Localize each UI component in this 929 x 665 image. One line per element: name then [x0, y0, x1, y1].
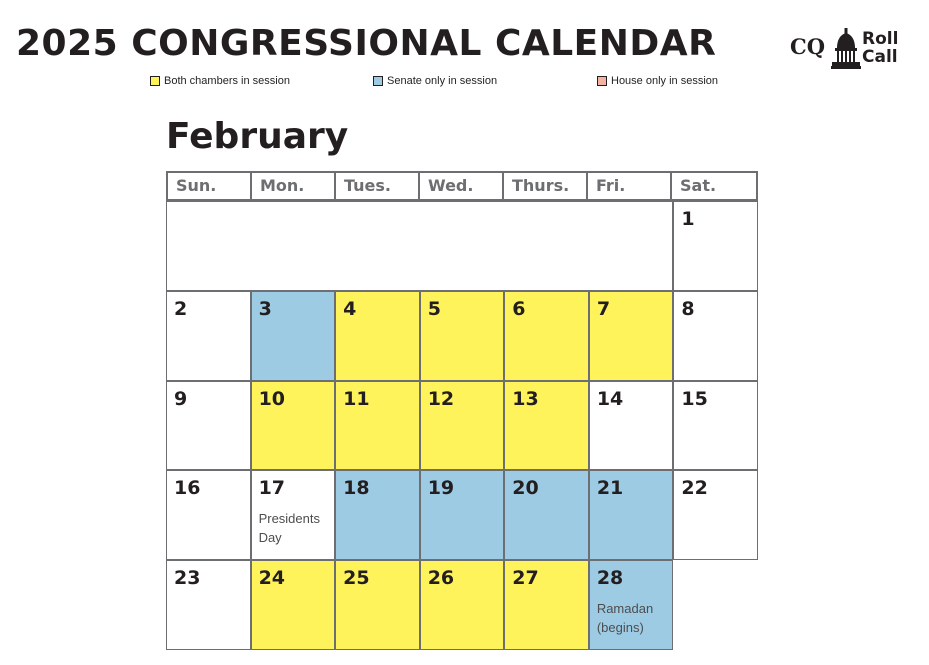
day-note: Ramadan (begins) — [596, 601, 654, 636]
day-number: 22 — [681, 477, 708, 500]
weekday-mon: Mon. — [252, 173, 336, 199]
day-cell-18 — [335, 470, 420, 560]
day-number: 20 — [512, 477, 539, 500]
day-number: 24 — [258, 567, 286, 590]
day-number: 11 — [343, 387, 370, 410]
day-cell-24 — [251, 560, 336, 650]
day-number: 18 — [343, 477, 370, 500]
weekday-tue: Tues. — [336, 173, 420, 199]
day-number: 10 — [258, 387, 286, 410]
day-cell-26 — [420, 560, 505, 650]
day-number: 4 — [343, 297, 357, 320]
month-title: February — [166, 116, 349, 157]
day-cell-8 — [673, 291, 758, 381]
day-cell-27 — [504, 560, 589, 650]
day-number: 5 — [427, 297, 441, 320]
day-number: 17 — [258, 477, 286, 500]
logo-call-text: Call — [862, 47, 898, 67]
day-number: 28 — [596, 567, 624, 590]
day-cell-14 — [589, 381, 674, 471]
day-cell-3 — [251, 291, 336, 381]
weekday-wed: Wed. — [420, 173, 504, 199]
cq-roll-call-logo — [790, 28, 914, 72]
day-number: 1 — [681, 208, 695, 230]
day-number: 8 — [681, 297, 695, 320]
legend-swatch-both — [150, 76, 160, 86]
day-cell-6 — [504, 291, 589, 381]
weekday-sat: Sat. — [680, 176, 717, 195]
legend-label-both: Both chambers in session — [164, 75, 290, 87]
day-cell-16 — [166, 470, 251, 560]
weekday-thu: Thurs. — [504, 173, 588, 199]
legend-both-chambers — [150, 74, 290, 88]
day-cell-19 — [420, 470, 505, 560]
day-number: 6 — [512, 297, 526, 320]
day-cell-17 — [251, 470, 336, 560]
calendar-grid — [166, 171, 758, 650]
day-cell-9 — [166, 381, 251, 471]
day-cell-15 — [673, 381, 758, 471]
calendar-title: 2025 CONGRESSIONAL CALENDAR — [16, 23, 717, 64]
day-number: 2 — [174, 297, 188, 320]
empty-leading-cells — [166, 201, 673, 291]
day-cell-7 — [589, 291, 674, 381]
weekday-sun: Sun. — [168, 173, 252, 199]
day-cell-13 — [504, 381, 589, 471]
day-number: 13 — [512, 387, 539, 410]
logo-cq-text: CQ — [790, 34, 826, 59]
capitol-dome-icon — [831, 28, 861, 70]
legend-house-only — [597, 74, 718, 88]
day-number: 27 — [512, 567, 539, 590]
legend-label-house: House only in session — [611, 75, 719, 87]
day-cell-12 — [420, 381, 505, 471]
day-number: 16 — [174, 477, 201, 500]
day-number: 14 — [596, 387, 624, 410]
weekday-fri: Fri. — [588, 173, 672, 199]
day-cell-20 — [504, 470, 589, 560]
day-cell-5 — [420, 291, 505, 381]
legend-senate-only — [373, 74, 497, 88]
day-number: 19 — [427, 477, 455, 500]
day-cell-22 — [673, 470, 758, 560]
legend-swatch-senate — [373, 76, 383, 86]
day-number: 12 — [427, 387, 455, 410]
day-number: 7 — [596, 297, 611, 320]
day-number: 25 — [343, 567, 370, 590]
day-cell-1 — [673, 201, 758, 291]
day-number: 23 — [174, 567, 201, 590]
logo-roll-text: Roll — [862, 29, 899, 49]
day-cell-11 — [335, 381, 420, 471]
day-number: 3 — [258, 297, 272, 320]
legend-label-senate: Senate only in session — [387, 75, 498, 87]
weekday-header-row — [166, 171, 758, 201]
day-number: 26 — [427, 567, 455, 590]
day-cell-28 — [589, 560, 674, 650]
day-number: 21 — [596, 477, 624, 500]
day-number: 15 — [681, 387, 708, 410]
day-cell-23 — [166, 560, 251, 650]
day-note: Presidents Day — [258, 511, 320, 546]
day-number: 9 — [174, 387, 188, 410]
legend-swatch-house — [597, 76, 607, 86]
day-cell-4 — [335, 291, 420, 381]
day-cell-2 — [166, 291, 251, 381]
day-cell-10 — [251, 381, 336, 471]
day-cell-21 — [589, 470, 674, 560]
day-grid — [166, 201, 758, 650]
day-cell-25 — [335, 560, 420, 650]
